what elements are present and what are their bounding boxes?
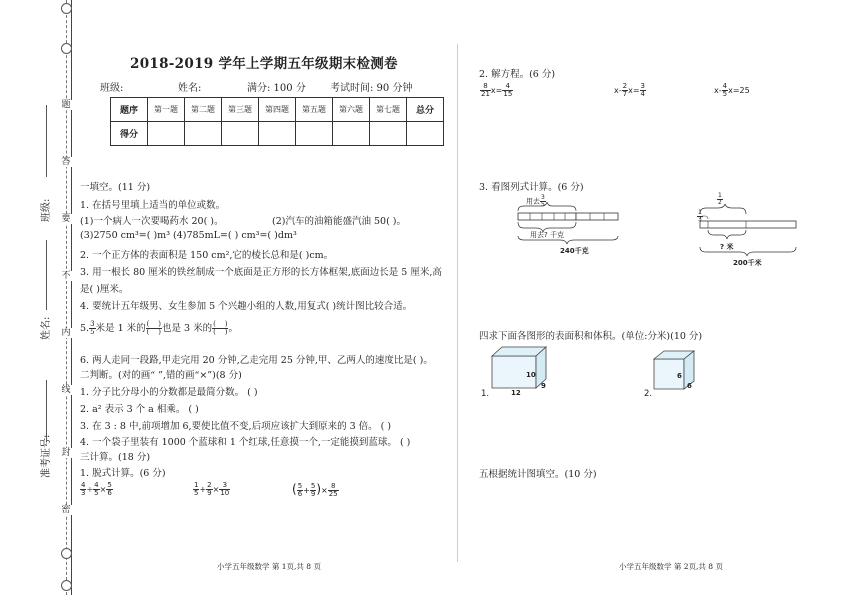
margin-id-label: 准考证号: [41,434,52,478]
equation-3: x- $\frac{4}{5}$ x=25 [714,82,750,98]
binding-hole-icon [61,548,72,559]
section-title: 三计算。(18 分) [80,452,151,463]
blank-fraction[interactable]: $\frac{( )}{( )}$ [213,320,228,336]
score-col: 第二题 [185,98,222,122]
binding-hole-icon [61,3,72,14]
question-number: 5. [80,323,90,334]
question: 1. 在括号里填上适当的单位或数。 [80,200,226,211]
score-col: 第七题 [370,98,407,122]
equation-2: x- $\frac{2}{7}$ x= $\frac{3}{4}$ [614,82,645,98]
score-col-header: 题序 [111,98,148,122]
cuboid-width: 9 [541,382,546,390]
score-cell[interactable] [296,122,333,146]
seal-word: 不 [61,271,71,281]
section-title: 四求下面各图形的表面积和体积。(单位:分米)(10 分) [479,331,703,342]
seal-word: 线 [61,385,71,395]
score-row-label: 得分 [111,122,148,146]
page-divider [457,44,458,562]
name-write-line [46,240,47,310]
class-write-line [46,105,47,177]
cube-edge-side: 6 [687,382,692,390]
question: (3)2750 cm³=( )m³ (4)785mL=( ) cm³=( )dm³ [80,230,297,241]
fig1-total-label: 240千克 [560,247,589,255]
seal-word: 内 [61,328,71,338]
question-text: 也是 3 米的 [162,323,213,334]
score-col: 第三题 [222,98,259,122]
score-col: 第五题 [296,98,333,122]
exam-time: 考试时间: 90 分钟 [330,83,413,94]
question-5 [80,320,238,336]
seal-word: 答 [61,157,71,167]
class-label: 班级: [100,83,124,94]
seal-word: 要 [61,214,71,224]
question: 6. 两人走同一段路,甲走完用 20 分钟,乙走完用 25 分钟,甲、乙两人的速度比是( )。 [80,355,433,366]
fig2-total-label: 200千米 [733,259,762,267]
fig2-question-label: ? 米 [720,243,734,251]
score-cell[interactable] [407,122,444,146]
equation-1: $\frac{8}{21}$ x= $\frac{4}{15}$ [481,82,513,98]
score-cell[interactable] [185,122,222,146]
cuboid-height: 10 [526,371,536,379]
exam-title: 2018-2019 学年上学期五年级期末检测卷 [130,56,398,72]
question-text: 。 [228,323,238,334]
fig2-top-fraction: $\frac{1}{2}$ [718,192,722,206]
margin-class-label: 班级: [41,198,52,222]
cuboid-length: 12 [511,389,521,397]
fig1-top-label: 用去 $\frac{3}{5}$ [526,194,545,208]
question-text: 米是 1 米的 [95,323,146,334]
page-footer-left: 小学五年级数学 第 1页,共 8 页 [217,562,321,571]
score-col: 第四题 [259,98,296,122]
seal-word: 题 [61,100,71,110]
question: (1)一个病人一次要喝药水 20( )。 [80,216,224,227]
margin-name-label: 姓名: [41,316,52,340]
figure-number: 1. [481,389,490,399]
fraction-numerator: 3 [90,320,95,328]
question: 4. 一个袋子里装有 1000 个蓝球和 1 个红球,任意摸一个,一定能摸到蓝球。 ( ) [80,437,411,448]
page-footer-right: 小学五年级数学 第 2页,共 8 页 [619,562,723,571]
score-cell[interactable] [333,122,370,146]
full-score: 满分: 100 分 [247,83,306,94]
question: 4. 要统计五年级男、女生参加 5 个兴趣小组的人数,用复式( )统计图比较合适。 [80,301,413,312]
seal-word: 密 [61,505,71,515]
bar-diagram-2 [694,192,804,262]
fig2-side-fraction: $\frac{1}{3}$ [698,209,702,223]
calc-expression-3: ( $\frac{5}{6}$ + $\frac{5}{9}$ )× $\frac{8}{25}$ [292,482,338,498]
seal-word: 封 [61,448,71,458]
section-title: 五根据统计图填空。(10 分) [479,469,597,480]
section-title: 一填空。(11 分) [80,182,151,193]
fig1-question-label: 用去? 千克 [530,231,564,239]
figure-number: 2. [644,389,653,399]
score-cell[interactable] [148,122,185,146]
question: 1. 分子比分母小的分数都是最简分数。 ( ) [80,387,258,398]
id-write-line [46,380,47,442]
calc-expression-1: $\frac{4}{3}$ ÷ $\frac{4}{5}$ × $\frac{5}{6}$ [81,481,112,497]
score-cell[interactable] [370,122,407,146]
score-cell[interactable] [222,122,259,146]
score-table [110,97,444,146]
question: 3. 用一根长 80 厘米的铁丝制成一个底面是正方形的长方体框架,底面边长是 5 厘米,高 [80,267,442,278]
question: (2)汽车的油箱能盛汽油 50( )。 [272,216,406,227]
score-table-header-row [111,98,444,122]
score-col: 第一题 [148,98,185,122]
section-title: 3. 看图列式计算。(6 分) [479,182,584,193]
section-title: 二判断。(对的画“ ”,错的画“×”)(8 分) [80,370,242,381]
calc-expression-2: $\frac{1}{5}$ + $\frac{2}{9}$ × $\frac{3}{10}$ [194,481,230,497]
score-col: 第六题 [333,98,370,122]
fraction-denominator: 5 [90,328,95,336]
cube-edge-front: 6 [677,372,682,380]
score-table-score-row [111,122,444,146]
question: 3. 在 3 : 8 中,前项增加 6,要使比值不变,后项应该扩大到原来的 3 倍。 ( ) [80,421,392,432]
binding-hole-icon [61,580,72,591]
question: 2. a² 表示 3 个 a 相乘。 ( ) [80,404,199,415]
score-cell[interactable] [259,122,296,146]
name-label: 姓名: [178,83,202,94]
binding-hole-icon [61,43,72,54]
score-total-header: 总分 [407,98,444,122]
blank-fraction[interactable]: $\frac{( )}{( )}$ [146,320,162,336]
question: 2. 一个正方体的表面积是 150 cm²,它的棱长总和是( )cm。 [80,250,334,261]
question: 1. 脱式计算。(6 分) [80,468,166,479]
section-title: 2. 解方程。(6 分) [479,69,556,80]
question: 是( )厘米。 [80,284,129,295]
